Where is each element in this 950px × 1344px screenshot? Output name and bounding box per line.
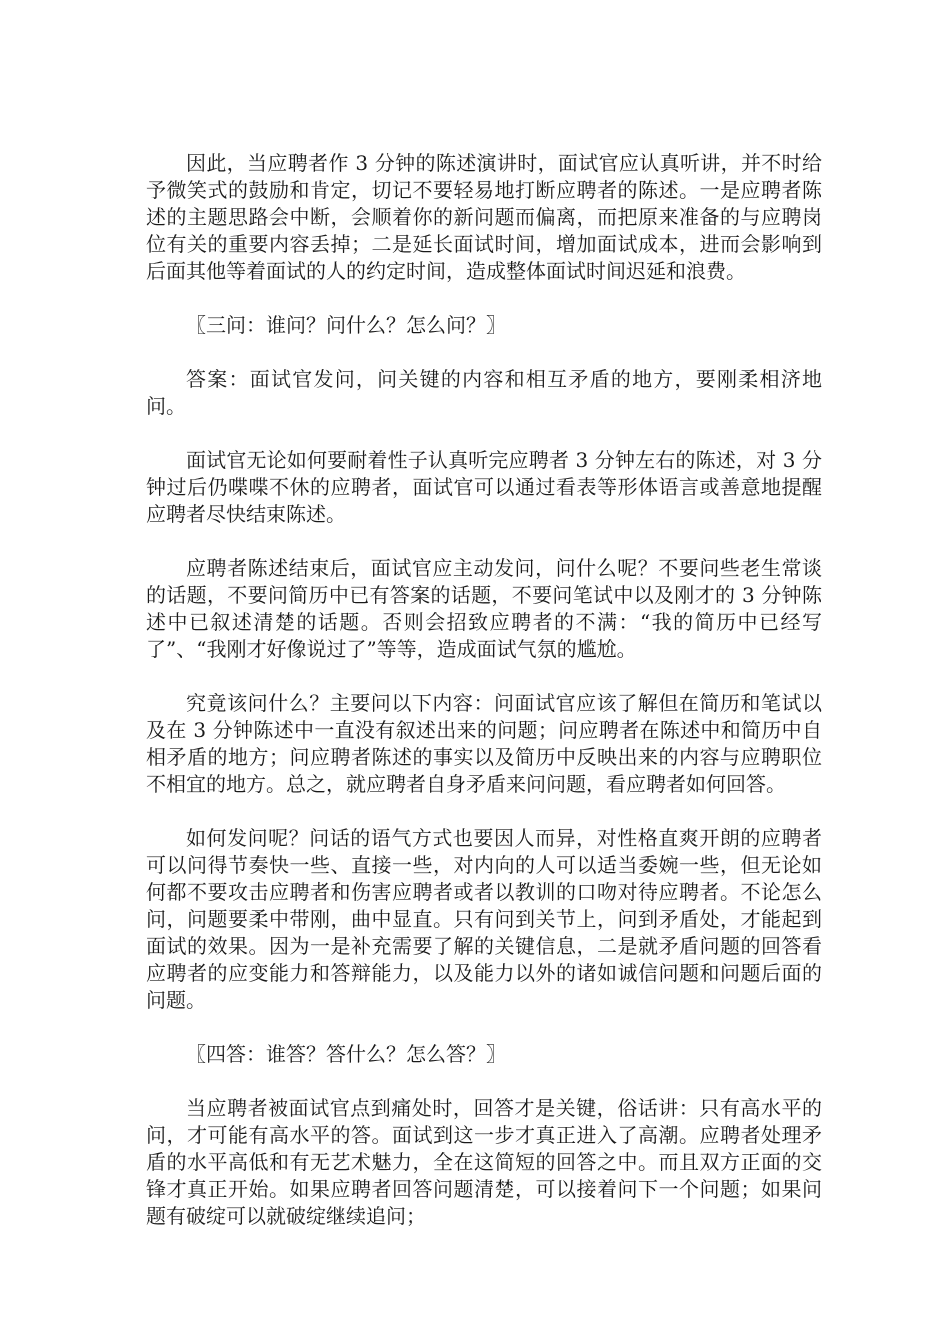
paragraph-answer: 答案：面试官发问，问关键的内容和相互矛盾的地方，要刚柔相济地问。 — [146, 367, 822, 418]
paragraph-how-to-ask: 如何发问呢？问话的语气方式也要因人而异，对性格直爽开朗的应聘者可以问得节奏快一些、直接一些，对内向的人可以适当委婉一些，但无论如何都不要攻击应聘者和伤害应聘者或者以教训的口吻对待应聘者。不论怎么问，问题要柔中带刚，曲中显直。只有问到关节上，问到矛盾处，才能起到面试的效果。因为一是补充需要了解的关键信息，二是就矛盾问题的回答看应聘者的应变能力和答辩能力，以及能力以外的诸如诚信问题和问题后面的问题。 — [146, 826, 822, 1012]
paragraph-ask-content: 究竟该问什么？主要问以下内容：问面试官应该了解但在简历和笔试以及在 3 分钟陈述中一直没有叙述出来的问题；问应聘者在陈述中和简历中自相矛盾的地方；问应聘者陈述的事实以及简历中反映出来的内容与应聘职位不相宜的地方。总之，就应聘者自身矛盾来问问题，看应聘者如何回答。 — [146, 691, 822, 796]
document-page — [146, 150, 822, 1257]
section-heading-four-answers: 〖四答：谁答？答什么？怎么答？〗 — [186, 1042, 506, 1066]
paragraph-what-to-ask: 应聘者陈述结束后，面试官应主动发问，问什么呢？不要问些老生常谈的话题，不要问简历中已有答案的话题，不要问笔试中以及刚才的 3 分钟陈述中已叙述清楚的话题。否则会招致应聘者的不满：“我的简历中已经写了”、“我刚才好像说过了”等等，造成面试气氛的尴尬。 — [146, 556, 822, 661]
paragraph-listen: 面试官无论如何要耐着性子认真听完应聘者 3 分钟左右的陈述，对 3 分钟过后仍喋喋不休的应聘者，面试官可以通过看表等形体语言或善意地提醒应聘者尽快结束陈述。 — [146, 448, 822, 526]
section-heading-three-questions: 〖三问：谁问？问什么？怎么问？〗 — [186, 313, 506, 337]
paragraph-1: 因此，当应聘者作 3 分钟的陈述演讲时，面试官应认真听讲，并不时给予微笑式的鼓励和肯定，切记不要轻易地打断应聘者的陈述。一是应聘者陈述的主题思路会中断，会顺着你的新问题而偏离，而把原来准备的与应聘岗位有关的重要内容丢掉；二是延长面试时间，增加面试成本，进而会影响到后面其他等着面试的人的约定时间，造成整体面试时间迟延和浪费。 — [146, 151, 822, 283]
paragraph-answering: 当应聘者被面试官点到痛处时，回答才是关键，俗话讲：只有高水平的问，才可能有高水平的答。面试到这一步才真正进入了高潮。应聘者处理矛盾的水平高低和有无艺术魅力，全在这简短的回答之中。而且双方正面的交锋才真正开始。如果应聘者回答问题清楚，可以接着问下一个问题；如果问题有破绽可以就破绽继续追问； — [146, 1096, 822, 1228]
